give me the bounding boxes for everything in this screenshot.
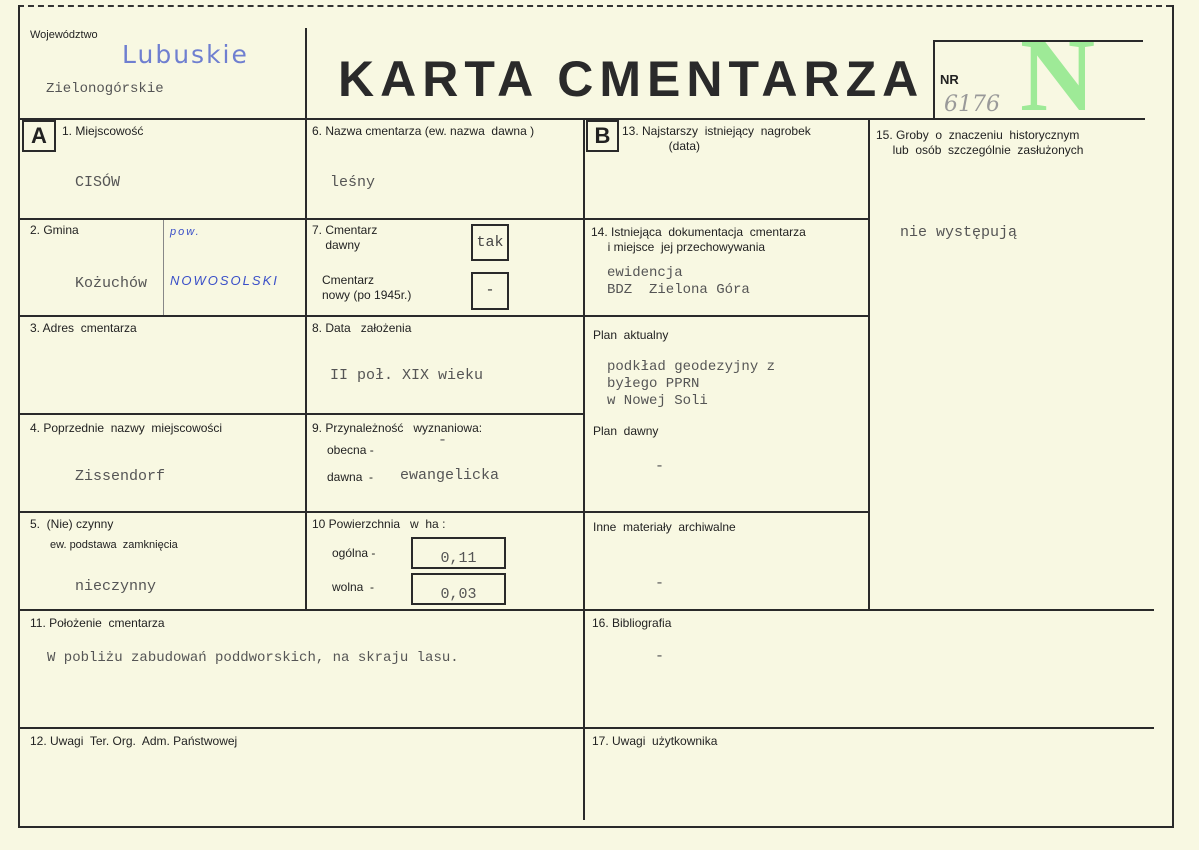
divider <box>18 315 869 317</box>
page-title: KARTA CMENTARZA <box>338 51 925 107</box>
divider <box>18 413 584 415</box>
divider <box>18 727 1154 729</box>
field-6-label: 6. Nazwa cmentarza (ew. nazwa dawna ) <box>312 124 535 138</box>
field-1-value: CISÓW <box>75 174 121 191</box>
field-11-value: W pobliżu zabudowań poddworskich, na skraju lasu. <box>47 650 459 666</box>
field-2-label: 2. Gmina <box>30 223 79 237</box>
field-8-value: II poł. XIX wieku <box>330 367 484 384</box>
plan-current-label: Plan aktualny <box>593 328 669 342</box>
divider <box>18 218 869 220</box>
area-free-value: 0,03 <box>411 573 506 605</box>
denomination-current-label: obecna - <box>327 443 374 457</box>
divider <box>305 28 307 118</box>
divider <box>583 118 585 820</box>
nr-value: 6176 <box>944 92 1000 117</box>
field-14-label: 14. Istniejąca dokumentacja cmentarza i miejsce jej przechowywania <box>591 225 806 254</box>
highlighter-marker: N <box>1020 18 1096 133</box>
province-value: Zielonogórskie <box>46 81 164 97</box>
field-16-label: 16. Bibliografia <box>592 616 672 630</box>
plan-old-label: Plan dawny <box>593 424 659 438</box>
other-materials-label: Inne materiały archiwalne <box>593 520 736 534</box>
divider <box>163 220 164 315</box>
field-9-label: 9. Przynależność wyznaniowa: <box>312 421 483 435</box>
perforation-line <box>18 5 1172 7</box>
field-17-label: 17. Uwagi użytkownika <box>592 734 718 748</box>
field-8-label: 8. Data założenia <box>312 321 412 335</box>
county-label: pow. <box>170 226 201 238</box>
frame-right <box>1172 5 1174 828</box>
area-total-label: ogólna - <box>332 546 376 560</box>
field-13-label: 13. Najstarszy istniejący nagrobek (data) <box>622 124 811 153</box>
divider <box>18 609 1154 611</box>
field-5-label: 5. (Nie) czynny <box>30 517 114 531</box>
frame-bottom <box>18 826 1174 828</box>
divider <box>18 118 1145 120</box>
denomination-former-label: dawna - <box>327 470 374 484</box>
other-materials-value: - <box>655 575 665 592</box>
section-b-badge: B <box>586 120 619 152</box>
field-10-label: 10 Powierzchnia w ha : <box>312 517 446 531</box>
field-4-value: Zissendorf <box>75 468 166 485</box>
field-11-label: 11. Położenie cmentarza <box>30 616 165 630</box>
field-3-label: 3. Adres cmentarza <box>30 321 137 335</box>
province-label: Województwo <box>30 29 98 41</box>
nr-label: NR <box>940 72 959 87</box>
province-stamp: Lubuskie <box>122 40 249 69</box>
frame-left <box>18 5 20 828</box>
field-7-new-value: - <box>471 272 509 310</box>
divider <box>933 40 935 118</box>
section-a-badge: A <box>22 120 56 152</box>
field-16-value: - <box>655 648 665 665</box>
plan-current-value: podkład geodezyjny z byłego PPRN w Nowej Soli <box>607 359 776 409</box>
field-2-value: Kożuchów <box>75 275 148 292</box>
area-total-value: 0,11 <box>411 537 506 569</box>
field-14-value: ewidencja BDZ Zielona Góra <box>607 265 750 298</box>
field-5-value: nieczynny <box>75 578 157 595</box>
field-1-label: 1. Miejscowość <box>62 124 144 138</box>
area-free-label: wolna - <box>332 580 375 594</box>
divider <box>18 511 869 513</box>
field-6-value: leśny <box>330 174 376 191</box>
divider <box>868 118 870 610</box>
denomination-current-value: - <box>438 432 448 449</box>
field-7-old-label: 7. Cmentarz dawny <box>312 223 378 252</box>
denomination-former-value: ewangelicka <box>400 467 500 484</box>
field-4-label: 4. Poprzednie nazwy miejscowości <box>30 421 223 435</box>
county-value: NOWOSOLSKI <box>170 273 279 288</box>
field-5-sublabel: ew. podstawa zamknięcia <box>50 539 178 551</box>
field-7-new-label: Cmentarz nowy (po 1945r.) <box>322 273 412 302</box>
field-15-value: nie występują <box>900 224 1018 241</box>
field-15-label: 15. Groby o znaczeniu historycznym lub osób szczególnie zasłużonych <box>876 128 1084 157</box>
divider <box>305 118 307 610</box>
field-12-label: 12. Uwagi Ter. Org. Adm. Państwowej <box>30 734 238 748</box>
field-7-old-value: tak <box>471 224 509 261</box>
plan-old-value: - <box>655 458 665 475</box>
